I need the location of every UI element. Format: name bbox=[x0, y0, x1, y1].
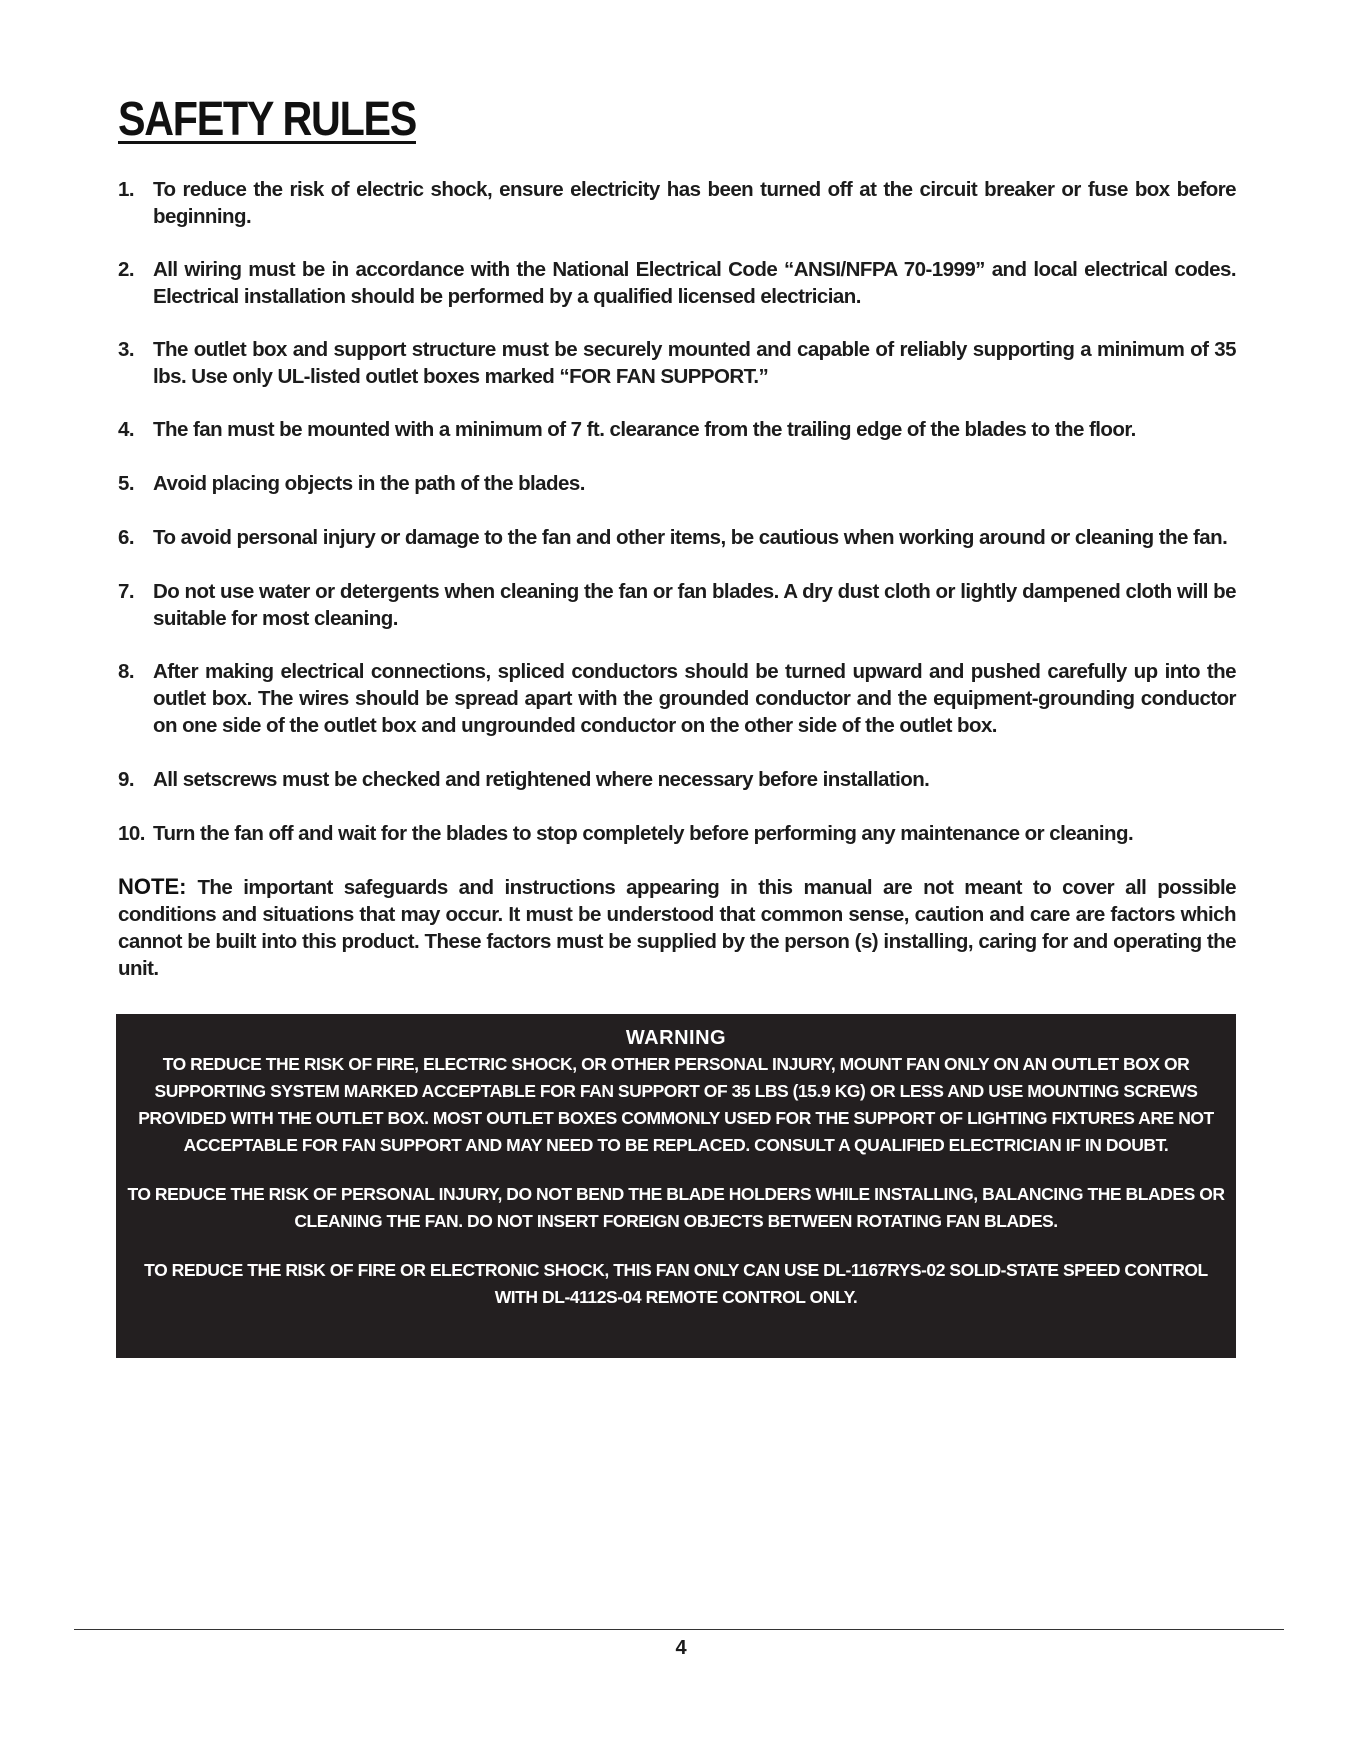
warning-box bbox=[116, 1014, 1236, 1358]
rule-text: After making electrical connections, spliced conductors should be turned upward and pushed carefully up into the outlet box. The wires should be spread apart with the grounded conductor and the equipment-grounding conductor on one side of the outlet box and ungrounded conductor on the other side of the outlet box. bbox=[153, 660, 1236, 737]
rule-text: The outlet box and support structure must be securely mounted and capable of reliably supporting a minimum of 35 lbs. Use only UL-listed outlet boxes marked “FOR FAN SUPPORT.” bbox=[153, 338, 1236, 388]
rule-text: To reduce the risk of electric shock, ensure electricity has been turned off at the circuit breaker or fuse box before beginning. bbox=[153, 178, 1236, 228]
rule-text: Turn the fan off and wait for the blades to stop completely before performing any maintenance or cleaning. bbox=[153, 822, 1134, 845]
rule-number: 5. bbox=[118, 472, 134, 495]
page-number: 4 bbox=[675, 1637, 687, 1659]
warning-paragraph-2: TO REDUCE THE RISK OF PERSONAL INJURY, DO NOT BEND THE BLADE HOLDERS WHILE INSTALLING, BALANCING THE BLADES OR CLEANING THE FAN. DO NOT INSERT FOREIGN OBJECTS BETWEEN ROTATING FAN BLADES. bbox=[127, 1184, 1225, 1231]
rule-item-4 bbox=[118, 416, 1236, 443]
warning-paragraph-3: TO REDUCE THE RISK OF FIRE OR ELECTRONIC SHOCK, THIS FAN ONLY CAN USE DL-1167RYS-02 SOLID-STATE SPEED CONTROL WITH DL-4112S-04 REMOTE CONTROL ONLY. bbox=[144, 1260, 1208, 1307]
rule-number: 9. bbox=[118, 768, 134, 791]
rule-item-9 bbox=[118, 766, 1236, 793]
rule-text: The fan must be mounted with a minimum of 7 ft. clearance from the trailing edge of the blades to the floor. bbox=[153, 418, 1136, 441]
rule-text: Avoid placing objects in the path of the blades. bbox=[153, 472, 585, 495]
rule-text: All setscrews must be checked and retightened where necessary before installation. bbox=[153, 768, 930, 791]
rule-number: 2. bbox=[118, 258, 134, 281]
safety-rules-list bbox=[118, 176, 1236, 847]
rule-number: 10. bbox=[118, 822, 145, 845]
rule-text: Do not use water or detergents when cleaning the fan or fan blades. A dry dust cloth or lightly dampened cloth will be suitable for most cleaning. bbox=[153, 580, 1236, 630]
rule-item-7 bbox=[118, 578, 1236, 632]
rule-number: 7. bbox=[118, 580, 134, 603]
rule-item-8 bbox=[118, 658, 1236, 739]
note-paragraph bbox=[118, 873, 1236, 982]
rule-text: All wiring must be in accordance with the National Electrical Code “ANSI/NFPA 70-1999” and local electrical codes. Electrical installation should be performed by a qualified licensed electrician. bbox=[153, 258, 1236, 308]
page-title: SAFETY RULES bbox=[118, 93, 416, 146]
footer-divider bbox=[74, 1629, 1284, 1630]
rule-text: To avoid personal injury or damage to the fan and other items, be cautious when working around or cleaning the fan. bbox=[153, 526, 1228, 549]
warning-title: WARNING bbox=[625, 1027, 727, 1049]
rule-item-10 bbox=[118, 820, 1236, 847]
note-label: NOTE: bbox=[118, 874, 187, 899]
warning-paragraph-1: TO REDUCE THE RISK OF FIRE, ELECTRIC SHOCK, OR OTHER PERSONAL INJURY, MOUNT FAN ONLY ON AN OUTLET BOX OR SUPPORTING SYSTEM MARKED ACCEPTABLE FOR FAN SUPPORT OF 35 LBS (15.9 KG) OR LESS AND USE MOUNTING SCREWS PROVIDED WITH THE OUTLET BOX. MOST OUTLET BOXES COMMONLY USED FOR THE SUPPORT OF LIGHTING FIXTURES ARE NOT ACCEPTABLE FOR FAN SUPPORT AND MAY NEED TO BE REPLACED. CONSULT A QUALIFIED ELECTRICIAN IF IN DOUBT. bbox=[138, 1054, 1214, 1155]
rule-number: 4. bbox=[118, 418, 134, 441]
rule-number: 8. bbox=[118, 660, 134, 683]
rule-number: 1. bbox=[118, 178, 134, 201]
rule-number: 6. bbox=[118, 526, 134, 549]
rule-number: 3. bbox=[118, 338, 134, 361]
rule-item-3 bbox=[118, 336, 1236, 390]
rule-item-5 bbox=[118, 470, 1236, 497]
rule-item-6 bbox=[118, 524, 1236, 551]
note-text: The important safeguards and instructions appearing in this manual are not meant to cover all possible conditions and situations that may occur. It must be understood that common sense, caution and care are factors which cannot be built into this product. These factors must be supplied by the person (s) installing, caring for and operating the unit. bbox=[118, 876, 1236, 980]
rule-item-2 bbox=[118, 256, 1236, 310]
rule-item-1 bbox=[118, 176, 1236, 230]
